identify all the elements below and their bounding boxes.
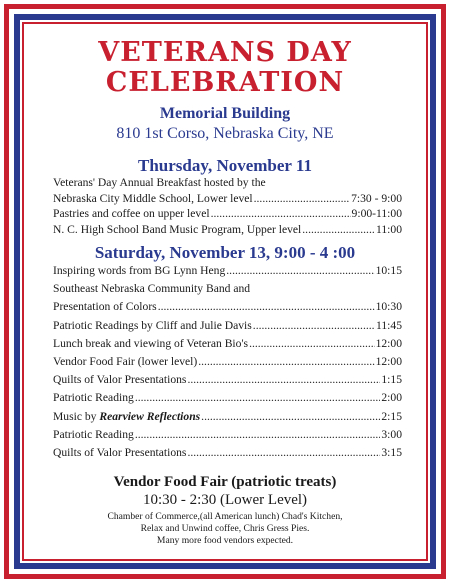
event-label: Southeast Nebraska Community Band and xyxy=(53,282,251,296)
dot-leader xyxy=(211,207,351,220)
schedule-row xyxy=(53,446,402,464)
event-label: Quilts of Valor Presentations xyxy=(53,445,187,459)
event-label: N. C. High School Band Music Program, Upper level xyxy=(53,222,302,236)
event-label: Lunch break and viewing of Veteran Bio's xyxy=(53,336,249,350)
dot-leader xyxy=(158,300,375,313)
saturday-heading: Saturday, November 13, 9:00 - 4 :00 xyxy=(94,243,356,262)
event-time: 9:00-11:00 xyxy=(351,207,402,220)
event-label: Patriotic Reading xyxy=(53,391,134,405)
schedule-row xyxy=(53,223,402,239)
event-time: 10:30 xyxy=(375,300,402,314)
event-time: 10:15 xyxy=(375,264,402,277)
event-label: Inspiring words from BG Lynn Heng xyxy=(53,264,226,277)
event-time: 11:45 xyxy=(376,318,402,332)
flyer-content xyxy=(30,30,420,553)
thursday-schedule xyxy=(30,176,420,238)
event-time: 2:00 xyxy=(381,391,402,405)
event-time: 1:15 xyxy=(381,373,402,387)
event-label: Nebraska City Middle School, Lower level xyxy=(53,191,253,205)
dot-leader xyxy=(249,337,375,350)
schedule-row xyxy=(53,319,402,337)
thursday-heading: Thursday, November 11 xyxy=(138,156,312,175)
event-label: Quilts of Valor Presentations xyxy=(53,373,187,387)
vendor-line: Relax and Unwind coffee, Chris Gress Pies. xyxy=(140,523,310,535)
event-label: Veterans' Day Annual Breakfast hosted by the xyxy=(53,176,266,189)
event-time: 11:00 xyxy=(376,222,402,236)
schedule-row-continuation xyxy=(53,176,402,192)
schedule-row xyxy=(53,355,402,373)
schedule-row xyxy=(53,373,402,391)
food-fair-title: Vendor Food Fair (patriotic treats) xyxy=(113,474,337,491)
dot-leader xyxy=(254,192,350,205)
schedule-row xyxy=(53,207,402,223)
dot-leader xyxy=(187,446,380,459)
event-label: Pastries and coffee on upper level xyxy=(53,207,210,220)
schedule-row xyxy=(53,428,402,446)
schedule-row-continuation xyxy=(53,282,402,300)
event-label: Patriotic Readings by Cliff and Julie Davis xyxy=(53,318,252,332)
schedule-row xyxy=(53,264,402,282)
venue-address: 810 1st Corso, Nebraska City, NE xyxy=(116,125,334,142)
vendor-line: Chamber of Commerce,(all American lunch) Chad's Kitchen, xyxy=(107,511,343,523)
event-label: Patriotic Reading xyxy=(53,427,134,441)
event-time: 7:30 - 9:00 xyxy=(351,191,402,205)
event-time: 2:15 xyxy=(381,409,402,423)
dot-leader xyxy=(201,410,380,423)
band-name: Rearview Reflections xyxy=(99,409,201,423)
title-line-2: CELEBRATION xyxy=(105,67,345,98)
title-line-1: VETERANS DAY xyxy=(98,37,352,68)
schedule-row xyxy=(53,300,402,318)
event-label xyxy=(53,410,200,423)
event-time: 12:00 xyxy=(375,336,402,350)
food-fair-vendors xyxy=(30,511,420,547)
dot-leader xyxy=(226,264,374,277)
event-time: 3:00 xyxy=(381,427,402,441)
food-fair-time: 10:30 - 2:30 (Lower Level) xyxy=(142,492,308,509)
vendor-line: Many more food vendors expected. xyxy=(156,535,294,547)
schedule-row xyxy=(53,192,402,208)
dot-leader xyxy=(135,391,381,404)
event-time: 12:00 xyxy=(375,354,402,368)
dot-leader xyxy=(302,223,375,236)
event-label-prefix: Music by xyxy=(53,409,100,423)
event-time: 3:15 xyxy=(381,445,402,459)
page-title xyxy=(30,38,420,98)
dot-leader xyxy=(198,355,374,368)
schedule-row xyxy=(53,391,402,409)
dot-leader xyxy=(135,428,381,441)
event-label: Presentation of Colors xyxy=(53,300,157,314)
dot-leader xyxy=(253,319,375,332)
schedule-row xyxy=(53,410,402,428)
dot-leader xyxy=(187,373,380,386)
schedule-row xyxy=(53,337,402,355)
saturday-schedule xyxy=(30,264,420,464)
event-label: Vendor Food Fair (lower level) xyxy=(53,354,198,368)
venue-name: Memorial Building xyxy=(159,105,291,122)
